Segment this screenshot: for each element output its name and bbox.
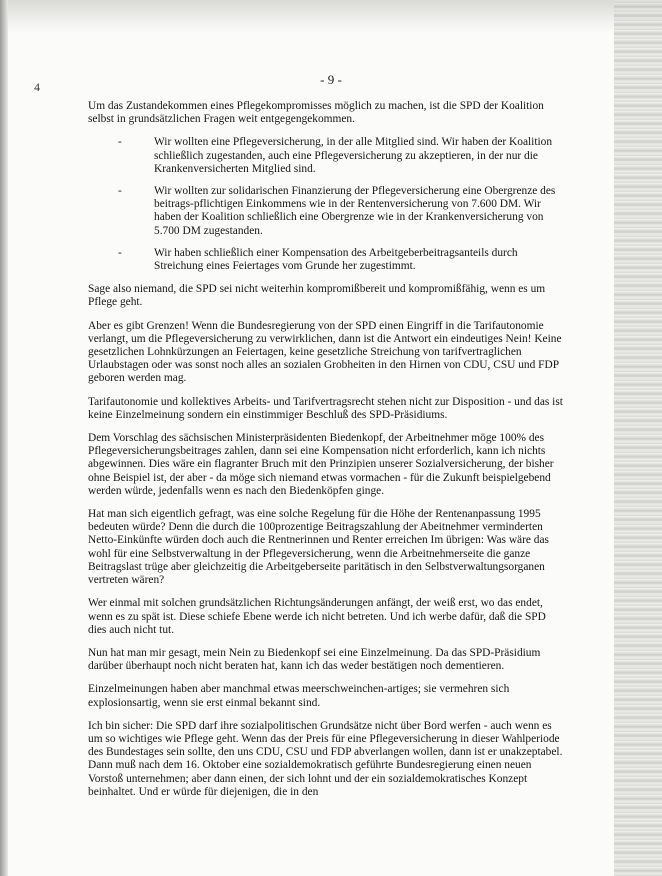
body-paragraph: Wer einmal mit solchen grundsätzlichen Richtungsänderungen anfängt, der weiß erst, wo das endet, wenn es zu spät ist. Diese schiefe Ebene werde ich nicht betreten. Und ich werbe dafür, daß die SPD dies auch nicht tut. — [88, 597, 546, 636]
bullet-dash: - — [118, 136, 122, 149]
document-body — [88, 100, 566, 809]
bullet-text: Wir haben schließlich einer Kompensation des Arbeitgeberbeitragsanteils durch Streichung eines Feiertages vom Grunde her zugestimmt. — [154, 246, 518, 273]
body-paragraph: Ich bin sicher: Die SPD darf ihre sozialpolitischen Grundsätze nicht über Bord werfen - auch wenn es um so wichtiges wie Pflege geht. Wenn das der Preis für eine Pflegeversicherung in dieser Wahlperiode des Bundestages sein sollte, den uns CDU, CSU und FDP abverlangen wollen, dann ist er unakzeptabel. Dann muß nach dem 16. Oktober eine sozialdemokratisch geführte Bundesregierung einen neuen Vorstoß unternehmen; aber dann einen, der sich lohnt und der ein sozialdemokratisches Konzept beinhaltet. Und er würde für diejenigen, die in den — [88, 719, 563, 798]
bullet-dash: - — [118, 185, 122, 198]
page-number: - 9 - — [320, 72, 342, 87]
body-paragraph: Einzelmeinungen haben aber manchmal etwas meerschweinchen-artiges; sie vermehren sich explosionsartig, wenn sie erst einmal bekannt sind. — [88, 683, 510, 709]
intro-paragraph: Um das Zustandekommen eines Pflegekompromisses möglich zu machen, ist die SPD der Koalition selbst in grundsätzlichen Fragen weit entgegengekommen. — [88, 100, 544, 126]
body-paragraph: Nun hat man mir gesagt, mein Nein zu Biedenkopf sei eine Einzelmeinung. Da das SPD-Präsidium darüber überhaupt noch nicht beraten hat, kann ich das weder bestätigen noch dementieren. — [88, 646, 541, 673]
bullet-text: Wir wollten zur solidarischen Finanzierung der Pflegeversicherung eine Obergrenze des beitrags-pflichtigen Einkommens wie in der Rentenversicherung von 7.600 DM. Wir haben der Koalition schließlich eine Obergrenze wie in der Krankenversicherung von 5.700 DM zugestanden. — [154, 185, 556, 237]
body-paragraph: Dem Vorschlag des sächsischen Ministerpräsidenten Biedenkopf, der Arbeitnehmer möge 100% des Pflegeversicherungsbeitrages zahlen, dann sei eine Kompensation nicht erforderlich, kann ich nichts abgewinnen. Dies wäre ein flagranter Bruch mit den Prinzipien unserer Sozialversicherung, der bisher ohne Beispiel ist, der aber - da möge sich niemand etwas vormachen - für die Zukunft beispielgebend werden würde, jedenfalls wenn es nach den Biedenköpfen ginge. — [88, 432, 554, 497]
bullet-dash: - — [118, 246, 122, 259]
body-paragraph: Sage also niemand, die SPD sei nicht weiterhin kompromißbereit und kompromißfähig, wenn es um Pflege geht. — [88, 283, 546, 309]
body-paragraph: Tarifautonomie und kollektives Arbeits- und Tarifvertragsrecht stehen nicht zur Disposition - und das ist keine Einzelmeinung sondern ein einstimmiger Beschluß des SPD-Präsidiums. — [88, 395, 563, 421]
scan-edge-right — [614, 0, 662, 876]
bullet-text: Wir wollten eine Pflegeversicherung, in der alle Mitglied sind. Wir haben der Koalition schließlich zugestanden, auch eine Pflegeversicherung zu akzeptieren, in der nur die Krankenversicherten Mitglied sind. — [154, 136, 553, 175]
bullet-list — [88, 136, 566, 273]
bullet-item — [88, 136, 566, 176]
bullet-item — [88, 247, 566, 273]
margin-mark: 4 — [34, 80, 40, 94]
body-paragraph: Aber es gibt Grenzen! Wenn die Bundesregierung von der SPD einen Eingriff in die Tarifautonomie verlangt, um die Pflegeversicherung zu verwirklichen, dann ist die Antwort ein eindeutiges Nein! Keine gesetzlichen Lohnkürzungen an Feiertagen, keine gesetzliche Streichung von tarifvertraglichen Urlaubstagen oder was sonst noch alles an sozialen Grobheiten in den Hirnen von CDU, CSU und FDP geboren werden mag. — [88, 319, 562, 385]
scan-edge-left — [0, 0, 8, 876]
body-paragraph: Hat man sich eigentlich gefragt, was eine solche Regelung für die Höhe der Rentenanpassung 1995 bedeuten würde? Denn die durch die 100prozentige Beitragszahlung der Abeitnehmer verminderten Netto-Einkünfte würden doch auch die Rentnerinnen und Renter erreichen Im übrigen: Was wäre das wohl für eine Selbstverwaltung in der Pflegeversicherung, wenn die Arbeitnehmerseite die ganze Beitragslast trüge aber gleichzeitig die Arbeitgeberseite paritätisch in den Selbstverwaltungsorganen vertreten wären? — [88, 508, 549, 587]
bullet-item — [88, 185, 566, 238]
scan-edge-top — [0, 0, 662, 34]
